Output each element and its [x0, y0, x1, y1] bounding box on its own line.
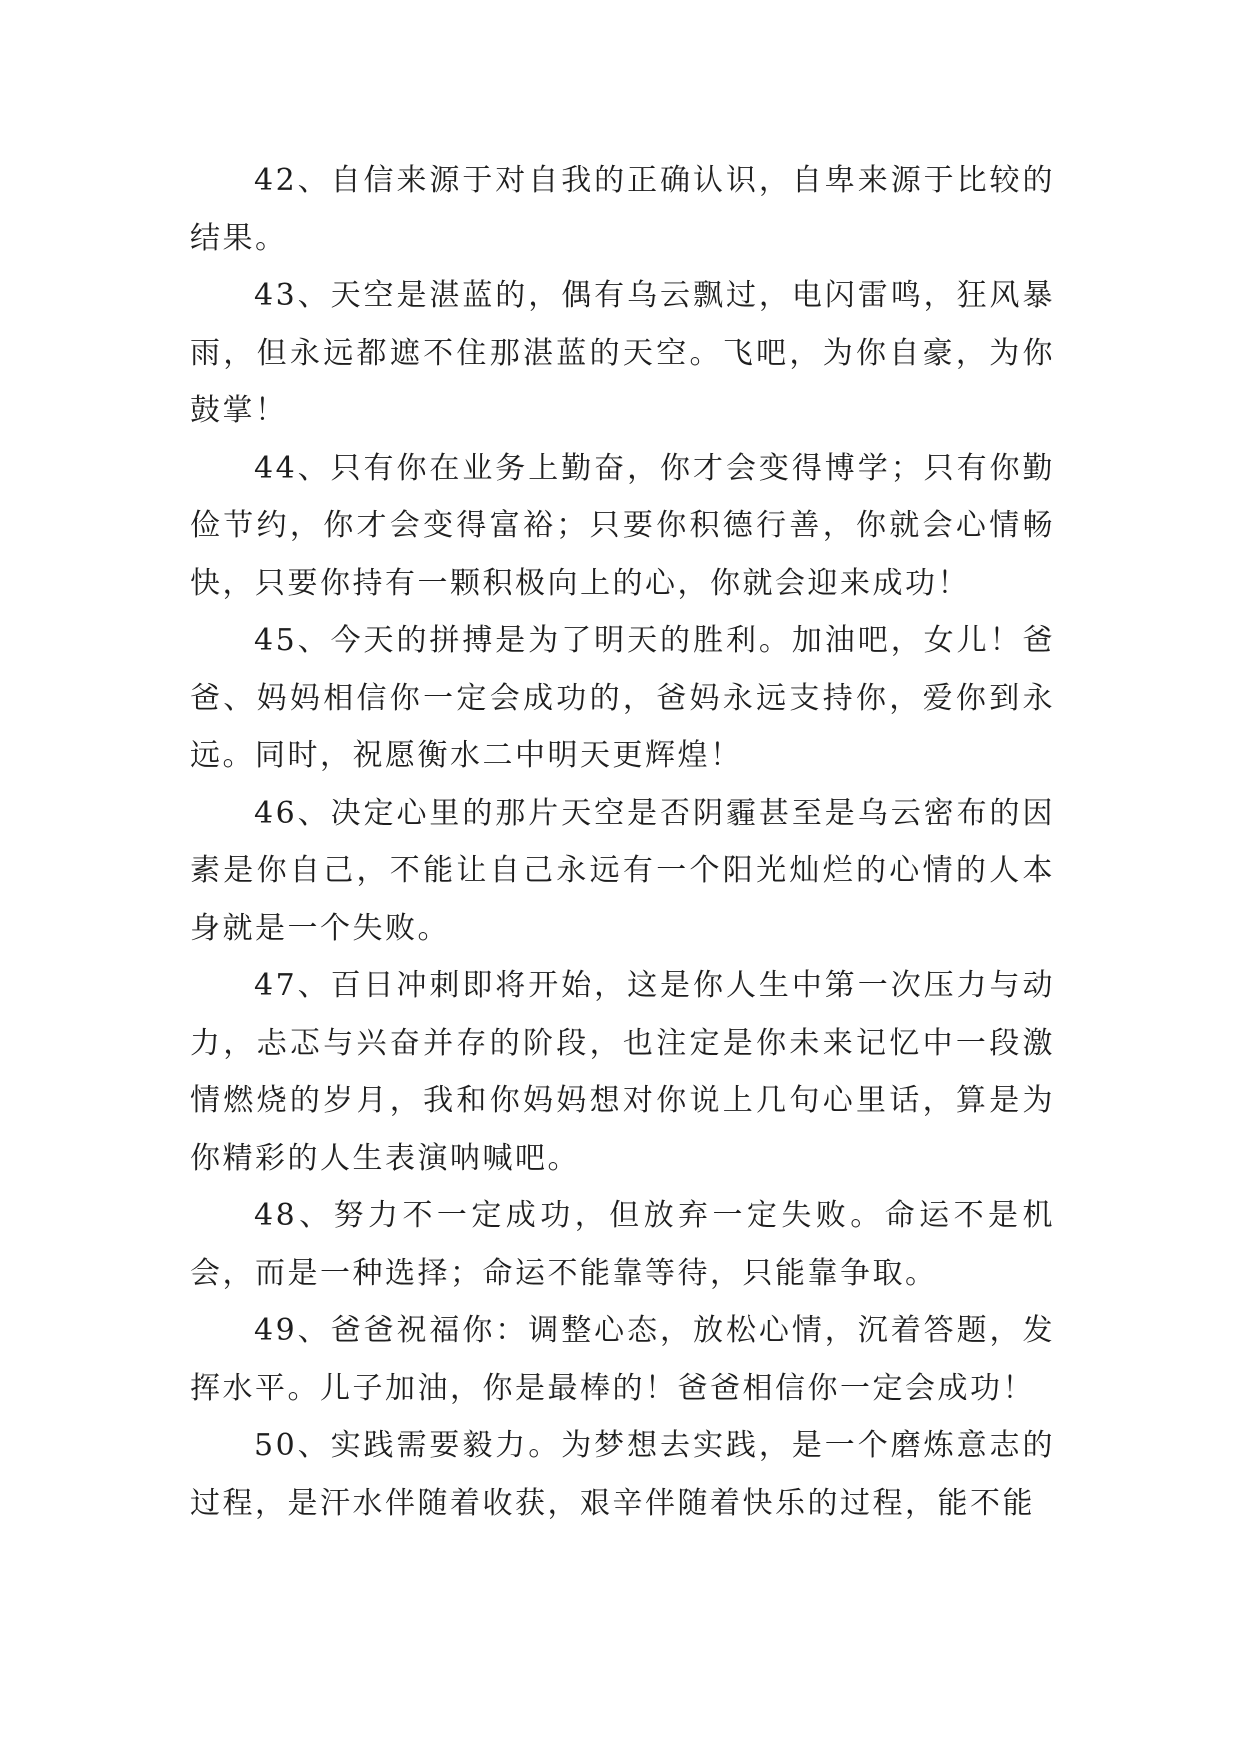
paragraph-48: 48、努力不一定成功，但放弃一定失败。命运不是机会，而是一种选择；命运不能靠等待，只能靠争取。 [190, 1198, 1055, 1291]
document-body [190, 152, 1055, 1532]
paragraph-45: 45、今天的拼搏是为了明天的胜利。加油吧，女儿！爸爸、妈妈相信你一定会成功的，爸妈永远支持你，爱你到永远。同时，祝愿衡水二中明天更辉煌！ [190, 623, 1055, 773]
paragraph-49: 49、爸爸祝福你：调整心态，放松心情，沉着答题，发挥水平。儿子加油，你是最棒的！爸爸相信你一定会成功！ [190, 1313, 1055, 1406]
paragraph-42: 42、自信来源于对自我的正确认识，自卑来源于比较的结果。 [190, 163, 1055, 256]
paragraph-43: 43、天空是湛蓝的，偶有乌云飘过，电闪雷鸣，狂风暴雨，但永远都遮不住那湛蓝的天空。飞吧，为你自豪，为你鼓掌！ [190, 278, 1055, 428]
paragraph-47: 47、百日冲刺即将开始，这是你人生中第一次压力与动力，忐忑与兴奋并存的阶段，也注定是你未来记忆中一段激情燃烧的岁月，我和你妈妈想对你说上几句心里话，算是为你精彩的人生表演呐喊吧。 [190, 968, 1055, 1176]
paragraph-46: 46、决定心里的那片天空是否阴霾甚至是乌云密布的因素是你自己，不能让自己永远有一个阳光灿烂的心情的人本身就是一个失败。 [190, 795, 1055, 946]
paragraph-50: 50、实践需要毅力。为梦想去实践，是一个磨炼意志的过程，是汗水伴随着收获，艰辛伴随着快乐的过程，能不能 [190, 1428, 1055, 1521]
paragraph-44: 44、只有你在业务上勤奋，你才会变得博学；只有你勤俭节约，你才会变得富裕；只要你积德行善，你就会心情畅快，只要你持有一颗积极向上的心，你就会迎来成功！ [190, 450, 1055, 601]
